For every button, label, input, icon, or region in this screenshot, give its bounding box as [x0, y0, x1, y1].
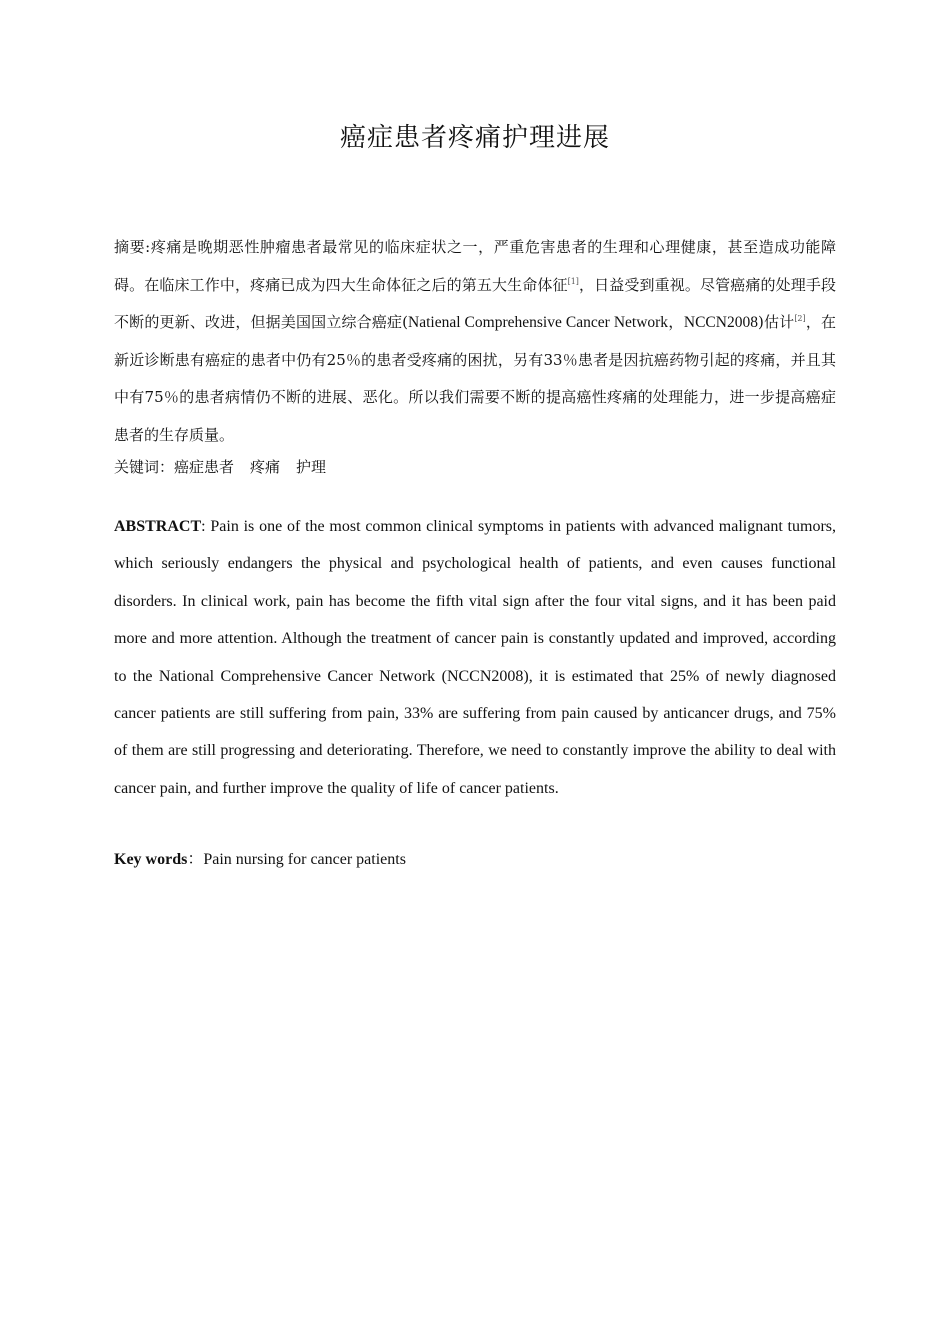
chinese-abstract-label: 摘要: — [114, 238, 151, 256]
organization-name: Natienal Comprehensive Cancer Network，NCCN2008 — [408, 314, 758, 331]
citation-ref-1: [1] — [567, 276, 579, 286]
citation-ref-2: [2] — [794, 314, 806, 323]
chinese-abstract-text-4: ，在新近诊断患有癌症的患者中仍有25％的患者受疼痛的困扰，另有33％患者是因抗癌药物引起的疼痛，并且其中有75％的患者病情仍不断的进展、恶化。所以我们需要不断的提高癌性疼痛的处理能力，进一步提高癌症患者的生存质量。 — [114, 313, 836, 444]
chinese-abstract — [114, 229, 836, 454]
chinese-keywords — [114, 452, 836, 482]
document-title: 癌症患者疼痛护理进展 — [339, 123, 610, 153]
chinese-keyword: 护理 — [296, 458, 327, 476]
english-keywords-separator: ： — [187, 851, 204, 868]
chinese-keywords-label: 关键词： — [114, 458, 175, 476]
english-abstract — [114, 508, 836, 807]
english-abstract-text: : Pain is one of the most common clinical symptoms in patients with advanced malignant tumors, which seriously endangers the physical and psychological health of patients, and even causes functional disorders. In clinical work, pain has become the fifth vital sign after the four vital signs, and it has been paid more and more attention. Although the treatment of cancer pain is constantly updated and improved, according to the National Comprehensive Cancer Network (NCCN2008), it is estimated that 25% of newly diagnosed cancer patients are still suffering from pain, 33% are suffering from pain caused by anticancer drugs, and 75% of them are still progressing and deteriorating. Therefore, we need to constantly improve the ability to deal with cancer pain, and further improve the quality of life of cancer patients. — [114, 518, 836, 797]
chinese-abstract-text-2: ，日益受到重视。尽管癌痛的处理手段不断的更新、改进，但据美国国立综合癌症( — [114, 275, 836, 331]
english-keywords-label: Key words — [114, 851, 188, 868]
english-abstract-label: ABSTRACT — [114, 518, 202, 535]
chinese-keyword: 癌症患者 — [174, 458, 235, 476]
chinese-abstract-text-3: )估计 — [757, 313, 795, 331]
chinese-keyword: 疼痛 — [250, 458, 281, 476]
english-keywords — [114, 845, 836, 875]
chinese-abstract-text-1: 疼痛是晚期恶性肿瘤患者最常见的临床症状之一，严重危害患者的生理和心理健康，甚至造成功能障碍。在临床工作中，疼痛已成为四大生命体征之后的第五大生命体征 — [114, 238, 836, 294]
english-keywords-text: Pain nursing for cancer patients — [203, 851, 406, 868]
